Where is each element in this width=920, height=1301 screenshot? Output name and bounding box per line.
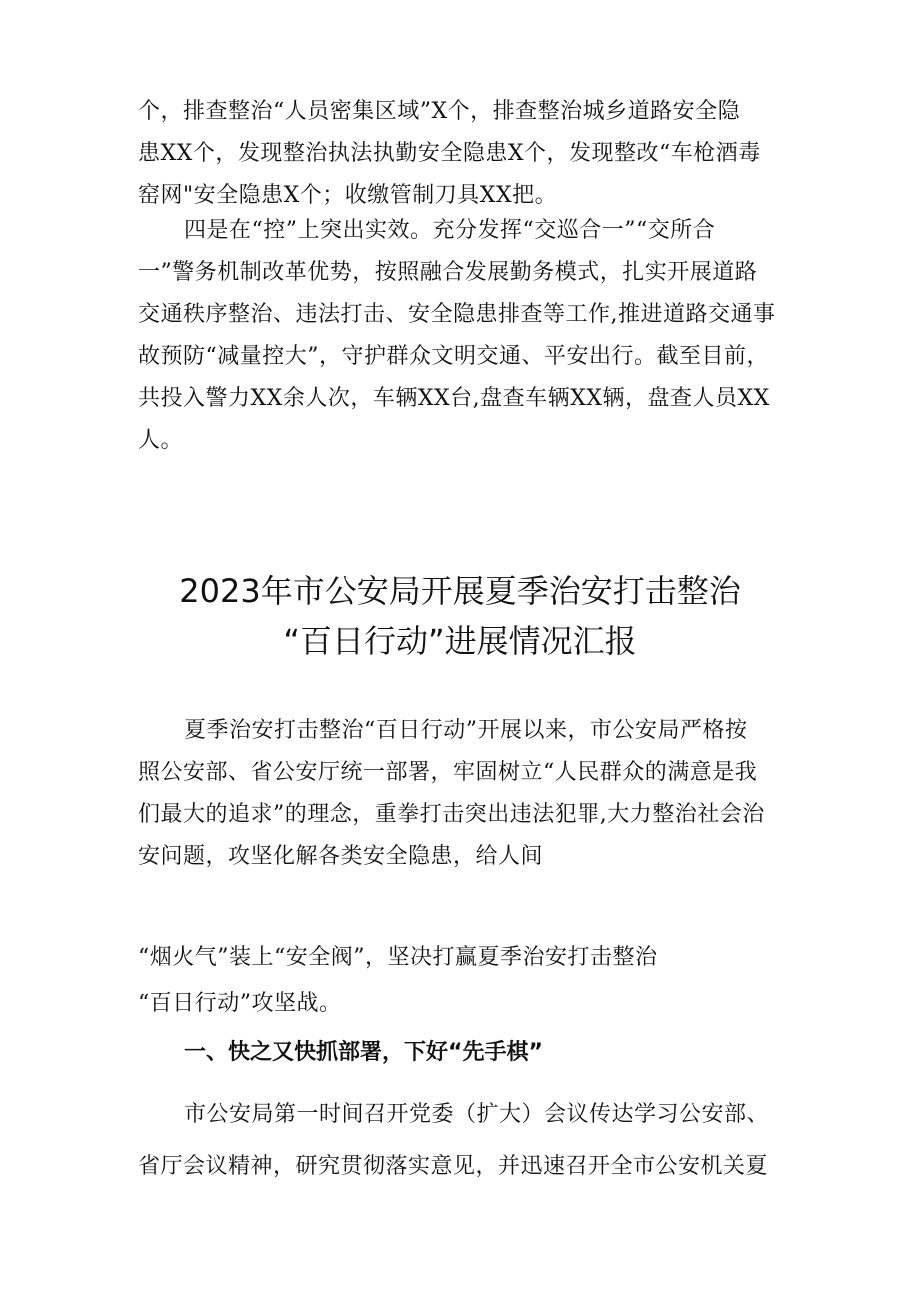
text-line: “百日行动”攻坚战。 bbox=[138, 991, 342, 1016]
text-line: 窑网"安全隐患X个；收缴管制刀具XX把。 bbox=[138, 183, 558, 208]
text-line: “烟火气”装上“安全阀”，坚决打赢夏季治安打击整治 bbox=[138, 945, 658, 970]
text-line: 故预防“减量控大”，守护群众文明交通、平安出行。截至目前， bbox=[138, 344, 769, 369]
text-line: 交通秩序整治、违法打击、安全隐患排查等工作,推进道路交通事 bbox=[138, 302, 776, 327]
paragraph-intro-continued bbox=[138, 935, 798, 1027]
text-line: 患XX个，发现整治执法执勤安全隐患X个，发现整改“车枪酒毒 bbox=[138, 141, 761, 166]
text-line: 四是在“控”上突出实效。充分发挥“交巡合一”“交所合 bbox=[184, 218, 716, 243]
text-line: 照公安部、省公安厅统一部署，牢固树立“人民群众的满意是我 bbox=[138, 760, 758, 785]
title-line-1: 2023年市公安局开展夏季治安打击整治 bbox=[179, 572, 741, 610]
text-line: 共投入警力XX余人次，车辆XX台,盘查车辆XX辆，盘查人员XX bbox=[138, 386, 770, 411]
text-line: 一”警务机制改革优势，按照融合发展勤务模式，扎实开展道路 bbox=[138, 260, 758, 285]
text-line: 市公安局第一时间召开党委（扩大）会议传达学习公安部、 bbox=[184, 1102, 770, 1127]
text-line: 个，排查整治“人员密集区域”X个，排查整治城乡道路安全隐 bbox=[138, 99, 741, 124]
paragraph-intro bbox=[138, 710, 798, 878]
text-line: 安问题，攻坚化解各类安全隐患，给人间 bbox=[138, 844, 544, 869]
document-title bbox=[0, 566, 920, 666]
paragraph-control bbox=[138, 210, 798, 462]
paragraph-continued bbox=[138, 91, 798, 217]
text-line: 夏季治安打击整治“百日行动”开展以来，市公安局严格按 bbox=[184, 718, 748, 743]
text-line: 人。 bbox=[138, 428, 184, 453]
text-line: 省厅会议精神，研究贯彻落实意见，并迅速召开全市公安机关夏 bbox=[138, 1154, 769, 1179]
text-line: 们最大的追求”的理念，重拳打击突出违法犯罪,大力整治社会治 bbox=[138, 802, 765, 827]
title-line-2: “百日行动”进展情况汇报 bbox=[283, 622, 637, 660]
paragraph-section-1 bbox=[138, 1089, 798, 1193]
section-heading: 一、快之又快抓部署，下好“先手棋” bbox=[184, 1040, 543, 1065]
